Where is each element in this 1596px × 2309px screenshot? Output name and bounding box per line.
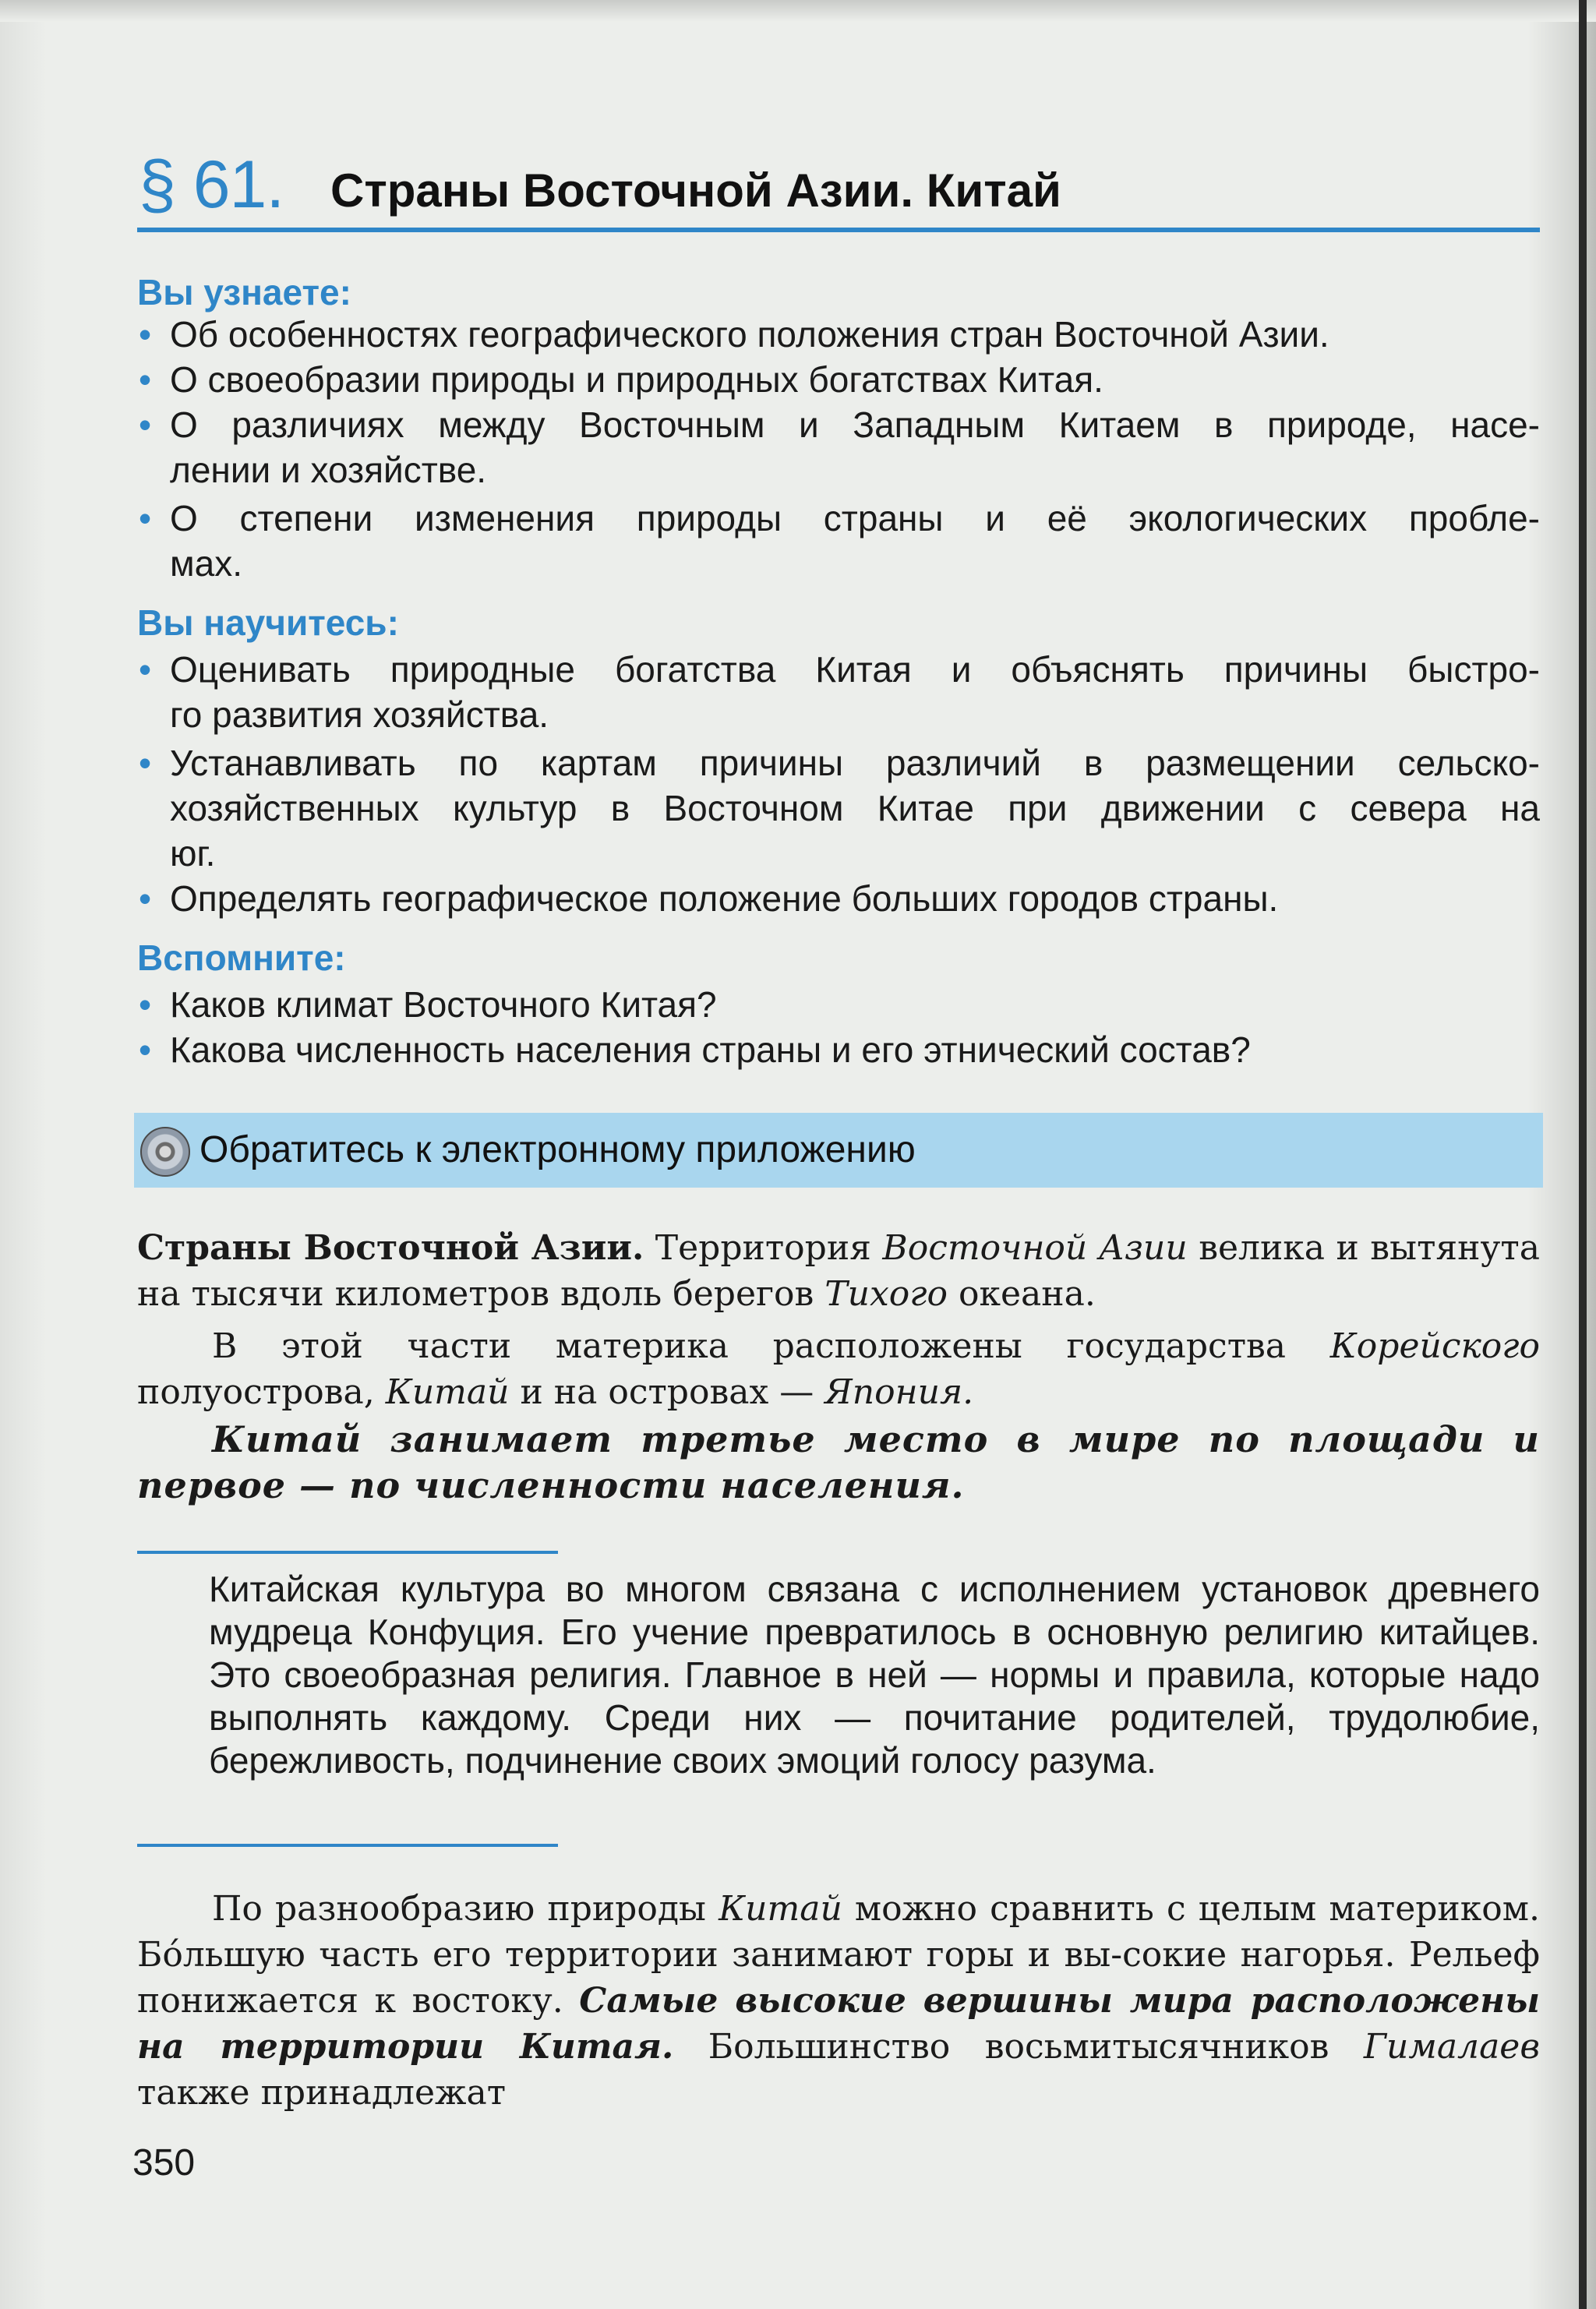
term: Тихого bbox=[824, 1274, 948, 1314]
skills-item-text: хозяйственных культур в Восточном Китае при движении с севера на bbox=[170, 788, 1540, 828]
term: Гималаев bbox=[1363, 2027, 1540, 2067]
term: Восточной Азии bbox=[882, 1228, 1188, 1268]
section-heading bbox=[137, 147, 1540, 232]
text-run: В этой части материка расположены государства bbox=[212, 1326, 1287, 1366]
bullet-icon: • bbox=[139, 314, 152, 355]
term: Япония. bbox=[824, 1372, 974, 1412]
text-run: полуострова, bbox=[137, 1372, 375, 1412]
learn-item-text: О различиях между Восточным и Западным Китаем в природе, насе- bbox=[170, 404, 1540, 445]
electronic-supplement-banner[interactable] bbox=[134, 1113, 1543, 1188]
text-run: По разнообразию природы bbox=[212, 1889, 706, 1929]
learn-item-continuation bbox=[137, 541, 1540, 586]
skills-item-text: Определять географическое положение больших городов страны. bbox=[170, 878, 1279, 919]
paragraph-key-fact: Китай занимает третье место в мире по площади и первое — по численности населения. bbox=[137, 1418, 1540, 1506]
run-in-heading: Страны Восточной Азии. bbox=[137, 1228, 644, 1268]
section-title: Страны Восточной Азии. Китай bbox=[330, 164, 1061, 217]
skills-item-text: юг. bbox=[170, 833, 216, 874]
banner-text: Обратитесь к электронному приложению bbox=[200, 1129, 916, 1170]
skills-item bbox=[137, 876, 1540, 921]
bullet-icon: • bbox=[139, 984, 152, 1025]
bullet-icon: • bbox=[139, 1029, 152, 1070]
learn-item-continuation bbox=[137, 447, 1540, 493]
learn-item bbox=[137, 312, 1540, 357]
emphasis: Самые высокие вершины мира расположены на территории Китая. bbox=[137, 1981, 1540, 2067]
skills-item-continuation bbox=[137, 692, 1540, 737]
skills-item-text: Устанавливать по картам причины различий в размещении сельско- bbox=[170, 743, 1540, 783]
learn-item-text: О своеобразии природы и природных богатствах Китая. bbox=[170, 359, 1103, 400]
bullet-icon: • bbox=[139, 878, 152, 919]
recall-item-text: Каков климат Восточного Китая? bbox=[170, 984, 717, 1025]
learn-item-text: лении и хозяйстве. bbox=[170, 450, 487, 490]
text-run: Большинство восьмитысячников bbox=[708, 2027, 1329, 2067]
note-top-rule bbox=[137, 1551, 558, 1554]
bullet-icon: • bbox=[139, 649, 152, 690]
term: Корейского bbox=[1329, 1326, 1540, 1366]
learn-item bbox=[137, 357, 1540, 402]
term: Китай bbox=[385, 1372, 510, 1412]
paragraph-nature bbox=[137, 1886, 1540, 2116]
skills-item-continuation bbox=[137, 831, 1540, 876]
cd-disc-icon bbox=[140, 1127, 190, 1177]
text-run: велика и вытянута на тысячи километров вдоль берегов bbox=[137, 1228, 1540, 1314]
page-content bbox=[132, 0, 1540, 2309]
text-run: и на островах — bbox=[520, 1372, 814, 1412]
bullet-icon: • bbox=[139, 359, 152, 400]
recall-label: Вспомните: bbox=[137, 937, 346, 978]
text-run: также принадлежат bbox=[137, 2073, 507, 2113]
skills-label: Вы научитесь: bbox=[137, 602, 399, 643]
text-run: Территория bbox=[655, 1228, 871, 1268]
learn-item-text: мах. bbox=[170, 543, 242, 584]
paragraph-states bbox=[137, 1323, 1540, 1415]
learn-label: Вы узнаете: bbox=[137, 272, 351, 312]
bullet-icon: • bbox=[139, 498, 152, 538]
note-bottom-rule bbox=[137, 1844, 558, 1847]
heading-rule bbox=[137, 228, 1540, 232]
skills-item-text: Оценивать природные богатства Китая и объяснять причины быстро- bbox=[170, 649, 1540, 690]
recall-item bbox=[137, 1027, 1540, 1072]
confucius-note: Китайская культура во многом связана с исполнением установок древнего мудреца Конфуция. Его учение превратилось в основную религию китайцев. Это своеобразная религия. Главное в ней — нормы и правила, которые надо выполнять каждому. Среди них — почитание родителей, трудолюбие, бережливость, подчинение своих эмоций голосу разума. bbox=[209, 1569, 1540, 1781]
term: Китай bbox=[719, 1889, 842, 1929]
paragraph-east-asia bbox=[137, 1225, 1540, 1317]
bullet-icon: • bbox=[139, 743, 152, 783]
recall-item bbox=[137, 982, 1540, 1027]
book-spine-shadow bbox=[1579, 0, 1587, 2309]
learn-item-text: Об особенностях географического положения стран Восточной Азии. bbox=[170, 314, 1329, 355]
skills-item-text: го развития хозяйства. bbox=[170, 694, 549, 735]
text-run: можно сравнить с целым материком. Бóльшую часть его территории занимают горы и вы-сокие нагорья. Рельеф понижается к востоку. bbox=[137, 1889, 1540, 2021]
recall-item-text: Какова численность населения страны и его этнический состав? bbox=[170, 1029, 1251, 1070]
page-number: 350 bbox=[132, 2142, 196, 2184]
section-number: § 61. bbox=[139, 147, 284, 222]
learn-item-text: О степени изменения природы страны и её экологических пробле- bbox=[170, 498, 1540, 538]
bullet-icon: • bbox=[139, 404, 152, 445]
text-run: океана. bbox=[959, 1274, 1096, 1314]
